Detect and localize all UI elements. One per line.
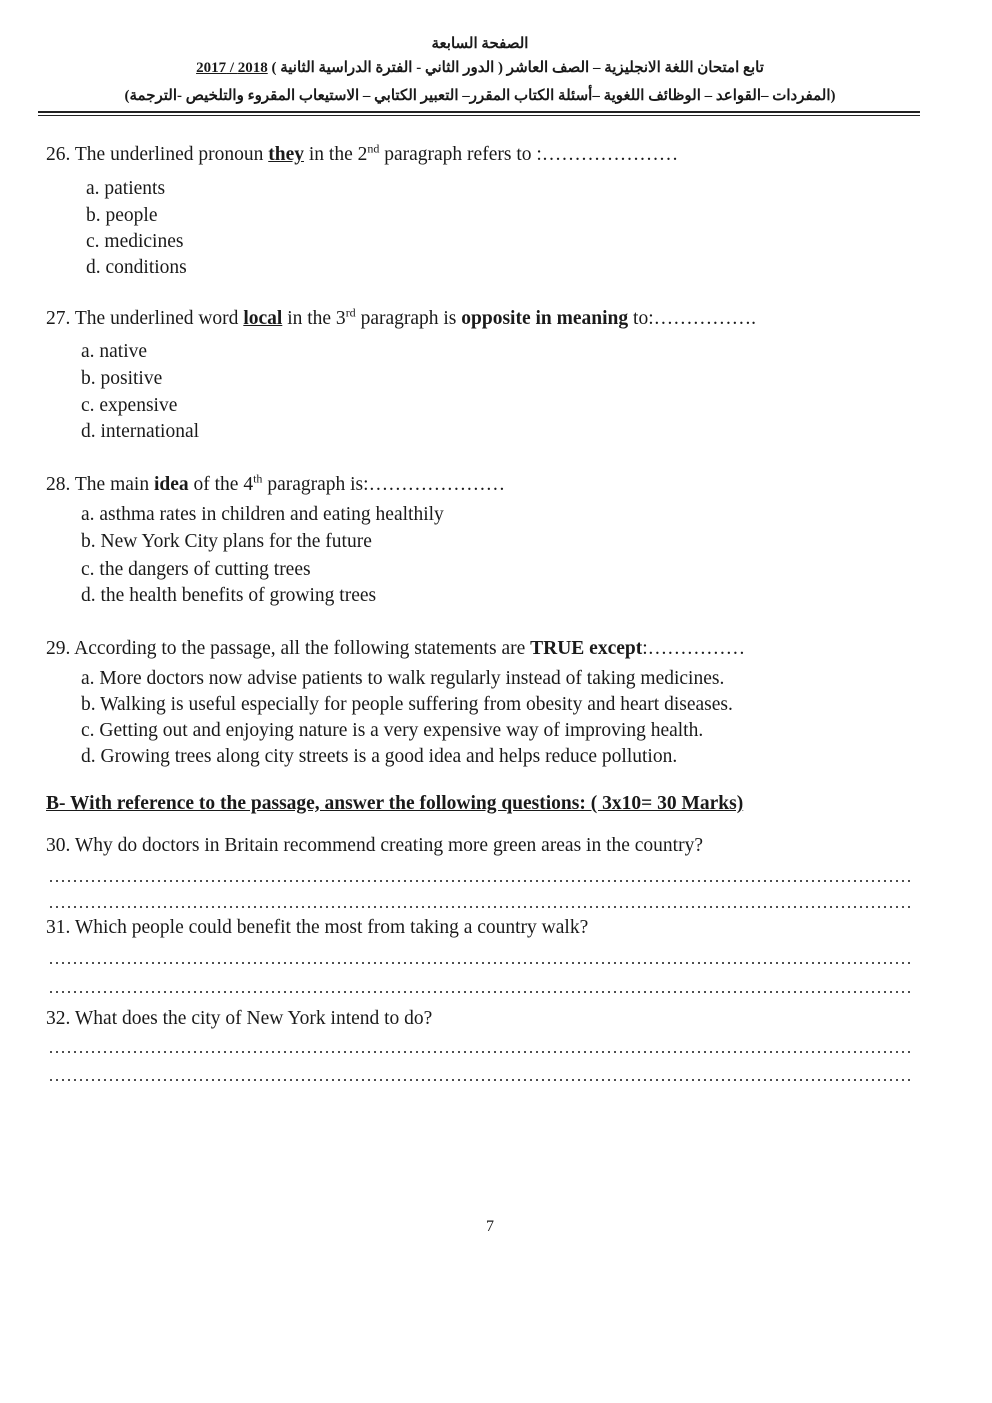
option-27-a: a. native	[81, 341, 148, 362]
option-26-d: d. conditions	[86, 257, 187, 278]
question-28: 28. The main idea of the 4th paragraph is:…………………	[46, 471, 506, 495]
option-27-d: d. international	[81, 421, 200, 442]
header-divider	[38, 111, 920, 113]
answer-line[interactable]	[48, 961, 910, 965]
question-27: 27. The underlined word local in the 3rd paragraph is opposite in meaning to:…………….	[46, 305, 756, 329]
question-29: 29. According to the passage, all the following statements are TRUE except:……………	[46, 638, 746, 659]
page-number: 7	[486, 1218, 494, 1235]
question-30: 30. Why do doctors in Britain recommend creating more green areas in the country?	[46, 835, 704, 856]
answer-line[interactable]	[48, 1078, 910, 1082]
exam-year: 2018 / 2017	[196, 60, 268, 76]
option-29-c: c. Getting out and enjoying nature is a very expensive way of improving health.	[81, 720, 704, 741]
option-26-b: b. people	[86, 205, 158, 226]
answer-line[interactable]	[48, 990, 910, 994]
question-26: 26. The underlined pronoun they in the 2nd paragraph refers to :…………………	[46, 141, 679, 165]
question-31: 31. Which people could benefit the most from taking a country walk?	[46, 917, 589, 938]
exam-line: تابع امتحان اللغة الانجليزية – الصف العاشر ( الدور الثاني - الفترة الدراسية الثانية )	[271, 60, 764, 76]
section-b-heading: B- With reference to the passage, answer the following questions: ( 3x10= 30 Marks)	[46, 793, 744, 814]
option-29-a: a. More doctors now advise patients to walk regularly instead of taking medicines.	[81, 668, 725, 689]
option-28-a: a. asthma rates in children and eating healthily	[81, 504, 444, 525]
option-28-c: c. the dangers of cutting trees	[81, 559, 311, 580]
underlined-word: they	[268, 144, 304, 165]
question-32: 32. What does the city of New York intend to do?	[46, 1008, 433, 1029]
option-26-a: a. patients	[86, 178, 166, 199]
answer-line[interactable]	[48, 879, 910, 883]
option-28-b: b. New York City plans for the future	[81, 531, 372, 552]
option-26-c: c. medicines	[86, 231, 184, 252]
option-29-b: b. Walking is useful especially for people suffering from obesity and heart diseases.	[81, 694, 733, 715]
underlined-word: local	[243, 308, 283, 329]
option-27-c: c. expensive	[81, 395, 178, 416]
exam-title	[40, 58, 920, 77]
option-28-d: d. the health benefits of growing trees	[81, 585, 377, 606]
header-divider-thin	[38, 115, 920, 116]
answer-line[interactable]	[48, 1050, 910, 1054]
option-29-d: d. Growing trees along city streets is a good idea and helps reduce pollution.	[81, 746, 678, 767]
option-27-b: b. positive	[81, 368, 163, 389]
answer-line[interactable]	[48, 905, 910, 909]
exam-topics: (المفردات –القواعد – الوظائف اللغوية –أسئلة الكتاب المقرر– التعبير الكتابي – الاستيعاب المقروء والتلخيص -الترجمة)	[124, 88, 836, 104]
page-label: الصفحة السابعة	[431, 36, 529, 52]
